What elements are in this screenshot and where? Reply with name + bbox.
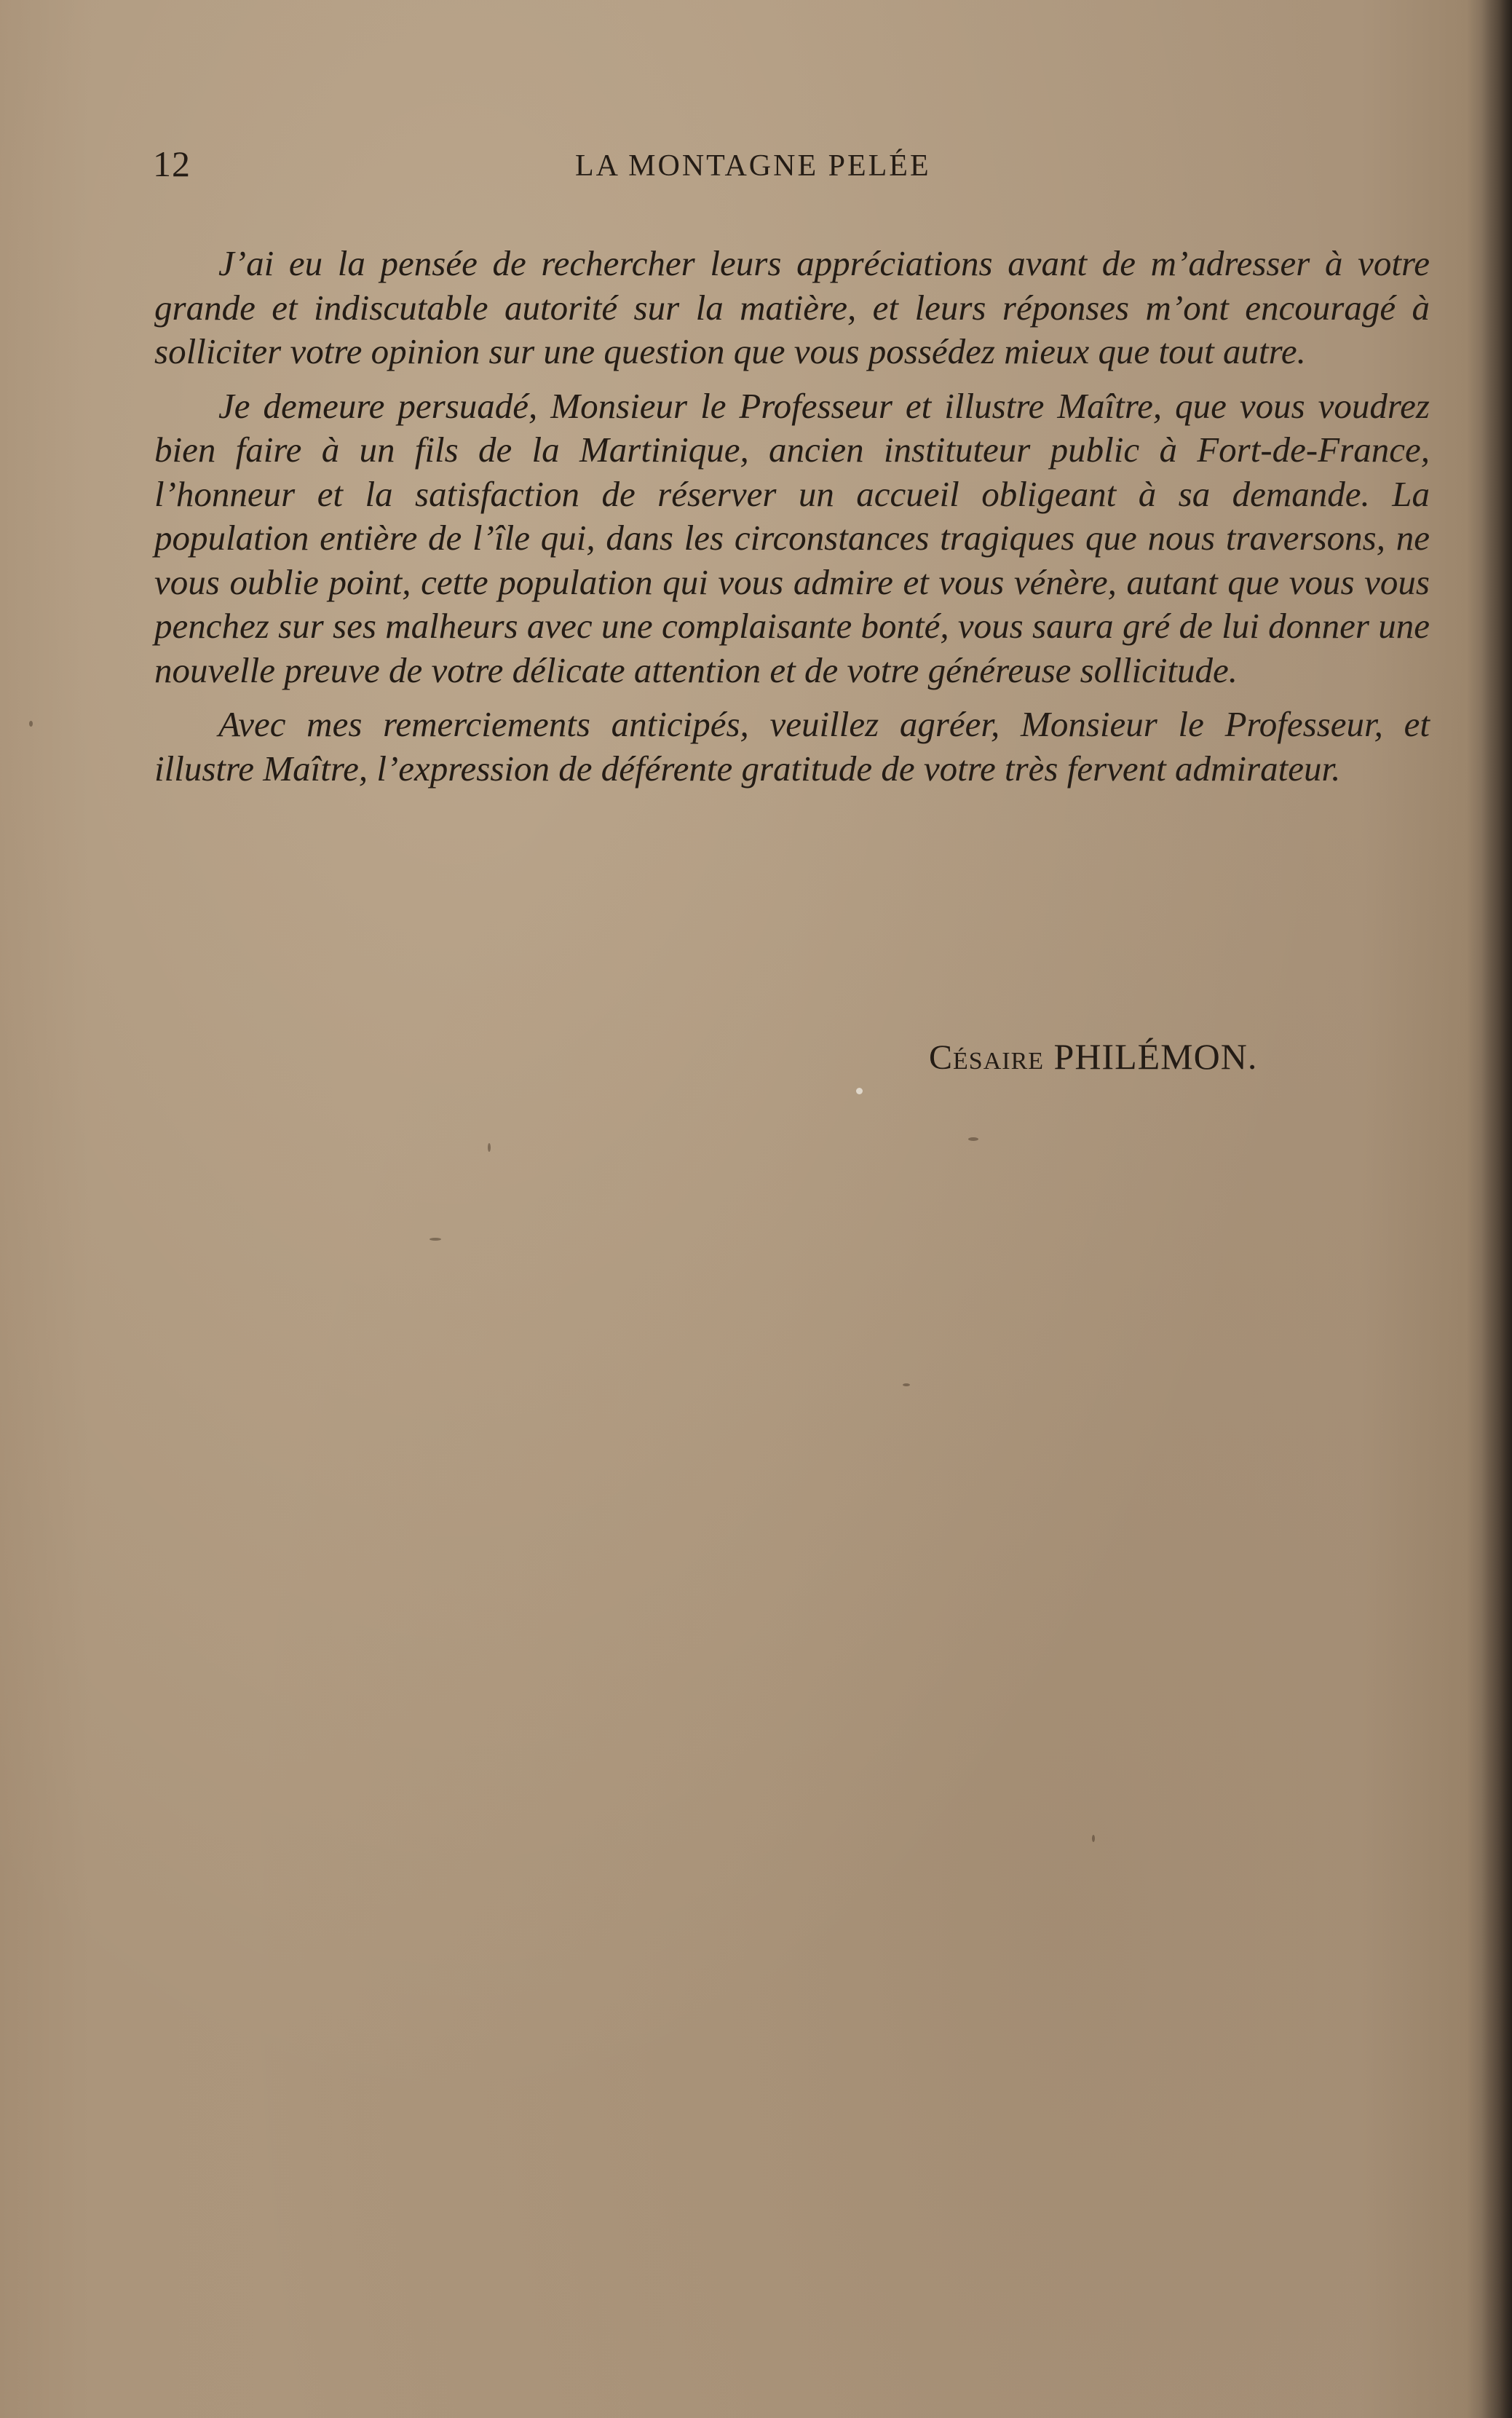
paragraph-1: J’ai eu la pensée de rechercher leurs appréciations avant de m’adresser à votre grande et indiscutable autorité sur la matière, et leurs réponses m’ont encouragé à solliciter votre opinion sur une question que vous possédez mieux que tout autre. <box>154 243 1430 371</box>
signature-last-name: PHILÉMON. <box>1053 1036 1258 1077</box>
paper-speck <box>856 1088 863 1094</box>
page-edge-shadow <box>1481 0 1512 2418</box>
paragraph-2: Je demeure persuadé, Monsieur le Professeur et illustre Maître, que vous voudrez bien faire à un fils de la Martinique, ancien instituteur public à Fort-de-France, l’honneur et la satisfaction de réserver un accueil obligeant à sa demande. La population entière de l’île qui, dans les circonstances tragiques que nous traversons, ne vous oublie point, cette population qui vous admire et vous vénère, autant que vous vous penchez sur ses malheurs avec une complaisante bonté, vous saura gré de lui donner une nouvelle preuve de votre délicate attention et de votre généreuse sollicitude. <box>154 385 1430 690</box>
letter-body <box>154 242 1430 801</box>
paper-speck <box>29 721 33 727</box>
running-title: LA MONTAGNE PELÉE <box>575 149 931 183</box>
signature <box>929 1035 1257 1078</box>
paper-speck <box>968 1137 978 1141</box>
running-head <box>153 143 1347 194</box>
paper-speck <box>488 1143 491 1152</box>
signature-first-name: Césaire <box>929 1038 1045 1077</box>
page-number: 12 <box>153 143 191 184</box>
paper-speck <box>430 1238 441 1241</box>
paper-speck <box>1092 1835 1095 1842</box>
paragraph-3: Avec mes remerciements anticipés, veuillez agréer, Monsieur le Professeur, et illustre Maître, l’expression de déférente gratitude de votre très fervent admirateur. <box>154 704 1430 789</box>
paper-speck <box>903 1383 910 1386</box>
